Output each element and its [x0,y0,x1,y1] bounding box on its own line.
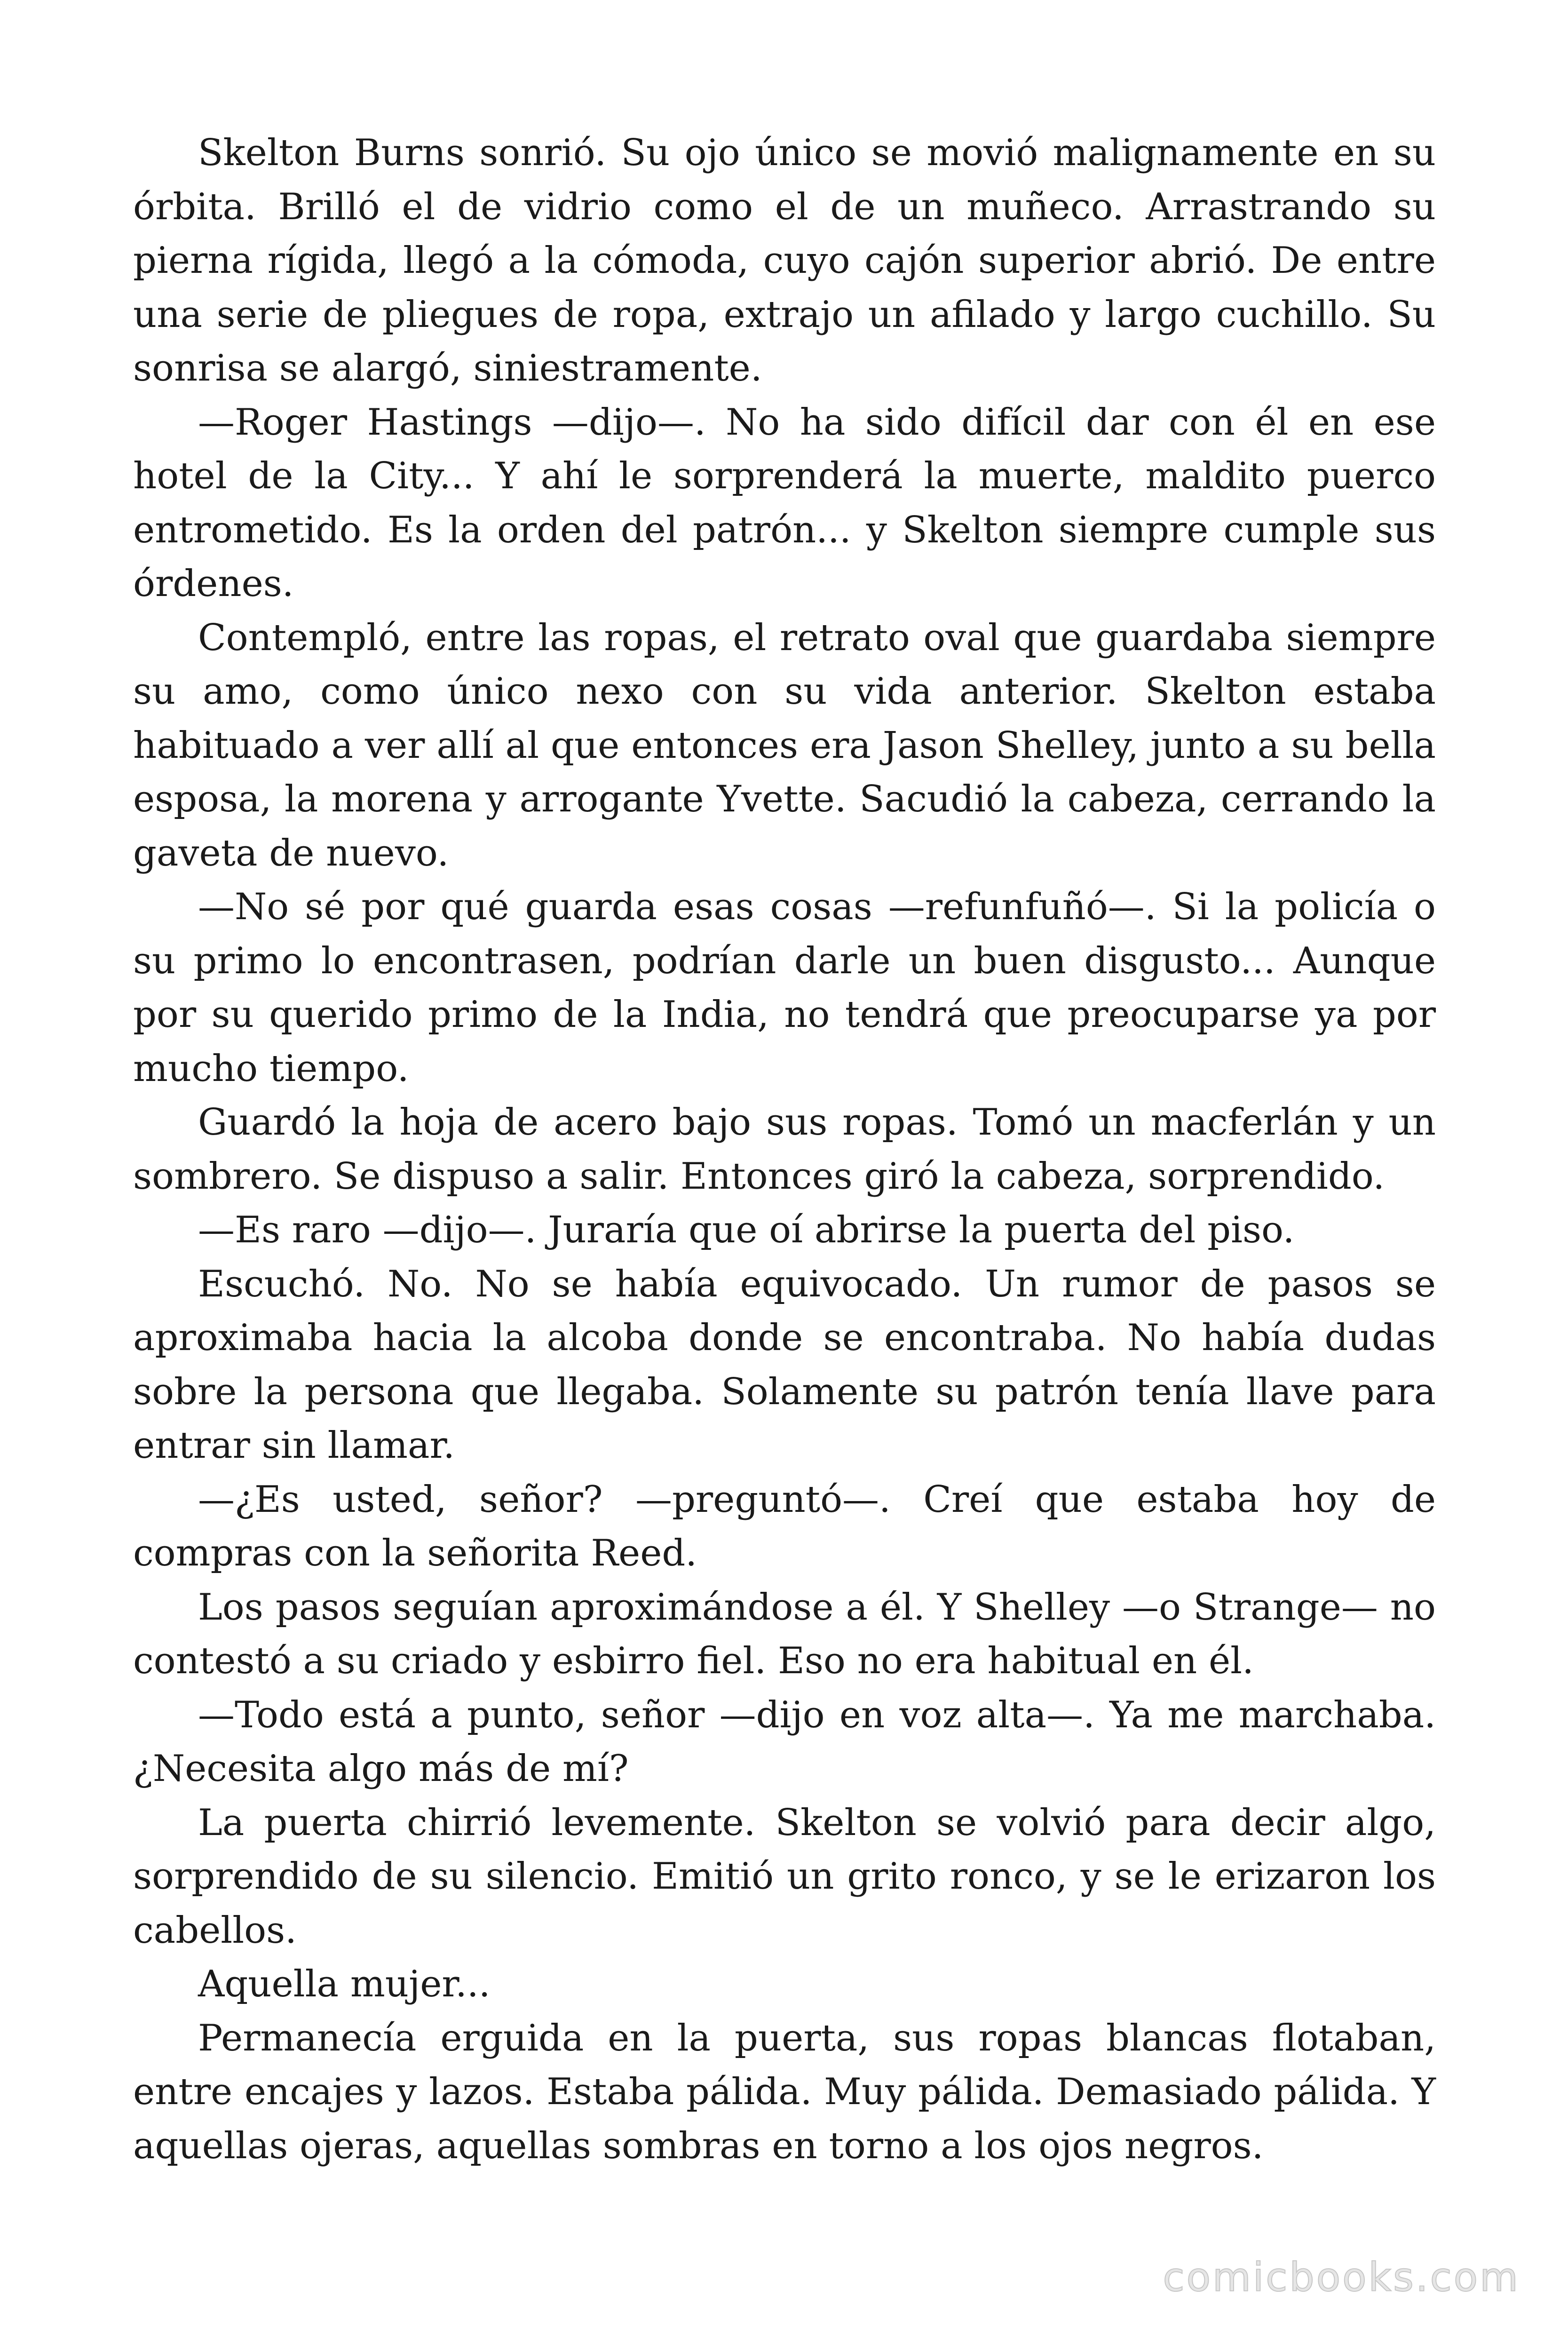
paragraph: Guardó la hoja de acero bajo sus ropas. Tomó un macferlán y un sombrero. Se dispuso a salir. Entonces giró la cabeza, sorprendido. [133,1101,1436,1198]
watermark: comicbooks.com [1163,2254,1520,2300]
paragraph: Skelton Burns sonrió. Su ojo único se movió malignamente en su órbita. Brilló el de vidrio como el de un muñeco. Arrastrando su pierna rígida, llegó a la cómoda, cuyo cajón superior abrió. De entre una serie de pliegues de ropa, extrajo un afilado y largo cuchillo. Su sonrisa se alargó, siniestramente. [133,132,1436,389]
paragraph: Escuchó. No. No se había equivocado. Un rumor de pasos se aproximaba hacia la alcoba donde se encontraba. No había dudas sobre la persona que llegaba. Solamente su patrón tenía llave para entrar sin llamar. [133,1263,1436,1467]
paragraph: La puerta chirrió levemente. Skelton se volvió para decir algo, sorprendido de su silencio. Emitió un grito ronco, y se le erizaron los cabellos. [133,1801,1436,1952]
paragraph: —¿Es usted, señor? —preguntó—. Creí que estaba hoy de compras con la señorita Reed. [133,1478,1436,1574]
paragraph: —No sé por qué guarda esas cosas —refunfuñó—. Si la policía o su primo lo encontrasen, podrían darle un buen disgusto... Aunque por su querido primo de la India, no tendrá que preocuparse ya por mucho tiempo. [133,886,1436,1090]
paragraph: Permanecía erguida en la puerta, sus ropas blancas flotaban, entre encajes y lazos. Estaba pálida. Muy pálida. Demasiado pálida. Y aquellas ojeras, aquellas sombras en torno a los ojos negros. [133,2017,1436,2167]
paragraph: —Roger Hastings —dijo—. No ha sido difícil dar con él en ese hotel de la City... Y ahí le sorprenderá la muerte, maldito puerco entrometido. Es la orden del patrón... y Skelton siempre cumple sus órdenes. [133,401,1436,605]
paragraph: Los pasos seguían aproximándose a él. Y Shelley —o Strange— no contestó a su criado y esbirro fiel. Eso no era habitual en él. [133,1586,1436,1682]
book-page-text [133,126,1436,2173]
paragraph: —Es raro —dijo—. Juraría que oí abrirse la puerta del piso. [198,1209,1295,1251]
paragraph: Aquella mujer... [198,1963,491,2005]
paragraph: —Todo está a punto, señor —dijo en voz alta—. Ya me marchaba. ¿Necesita algo más de mí? [133,1693,1436,1790]
paragraph: Contempló, entre las ropas, el retrato oval que guardaba siempre su amo, como único nexo con su vida anterior. Skelton estaba habituado a ver allí al que entonces era Jason Shelley, junto a su bella esposa, la morena y arrogante Yvette. Sacudió la cabeza, cerrando la gaveta de nuevo. [133,616,1436,874]
